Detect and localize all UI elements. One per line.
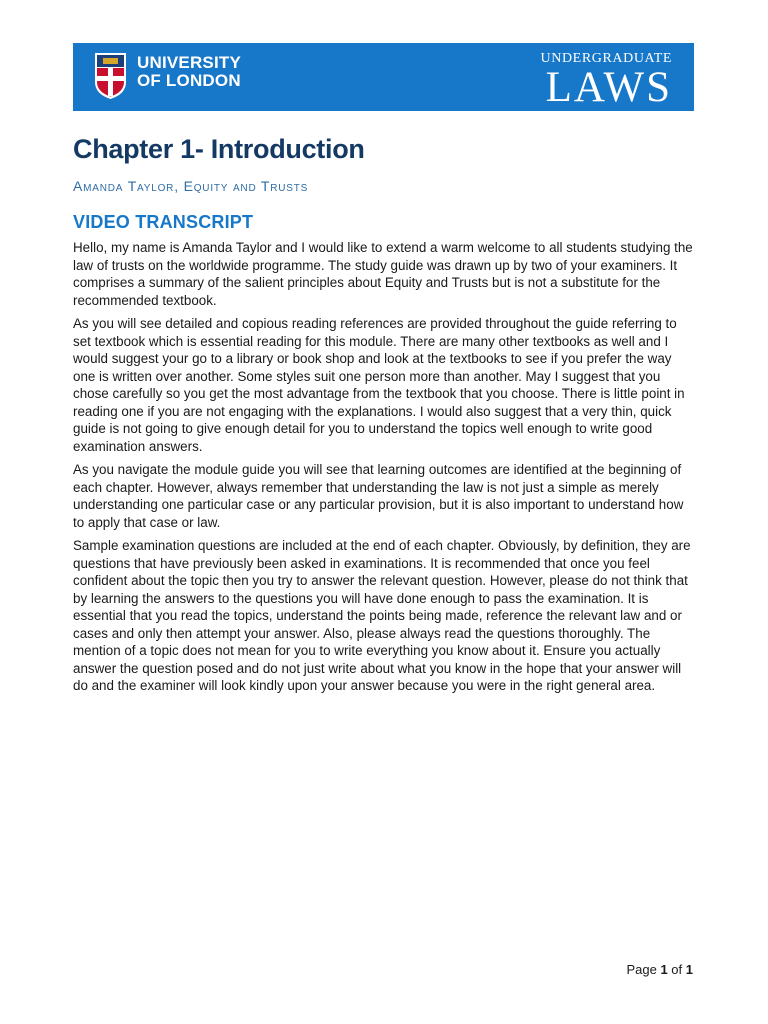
university-line-2: OF LONDON xyxy=(137,71,241,90)
program-title: LAWS xyxy=(545,64,672,111)
transcript-body xyxy=(73,239,695,701)
university-logo-text xyxy=(137,54,241,90)
author-line: Amanda Taylor, Equity and Trusts xyxy=(73,178,309,194)
header-banner xyxy=(73,43,694,111)
program-logo xyxy=(540,51,672,111)
of-word: of xyxy=(671,962,683,977)
paragraph: Sample examination questions are included at the end of each chapter. Obviously, by definition, they are questions that have previously been asked in examinations. It is recommended that once you feel confident about the topic then you try to answer the relevant question. However, please do not think that by learning the answers to the questions you will have done enough to pass the examination. It is essential that you read the topics, understand the points being made, reference the relevant law and or cases and only then attempt your answer. Also, please always read the questions thoroughly. The mention of a topic does not mean for you to write everything you know about it. Ensure you actually answer the question posed and do not just write about what you know in the hope that your answer will do and the examiner will look kindly upon your answer because you were in the right general area. xyxy=(73,538,691,693)
program-subtitle: UNDERGRADUATE xyxy=(540,51,672,66)
university-line-1: UNIVERSITY xyxy=(137,53,242,72)
page-number xyxy=(626,962,693,977)
chapter-title: Chapter 1- Introduction xyxy=(73,134,365,164)
page-word: Page xyxy=(626,962,657,977)
university-crest-icon xyxy=(94,52,127,100)
paragraph: As you will see detailed and copious reading references are provided throughout the guide referring to set textbook which is essential reading for this module. There are many other textbooks as well and I would suggest your go to a library or book shop and look at the textbooks to see if you prefer the way one is written over another. Some styles suit one person more than another. May I suggest that you chose carefully so you get the most advantage from the textbook that you choose. There is little point in reading one if you are not engaging with the explanations. I would also suggest that a very thin, quick guide is not going to give enough detail for you to understand the topics well enough to write good examination answers. xyxy=(73,316,685,454)
paragraph: As you navigate the module guide you will see that learning outcomes are identified at the beginning of each chapter. However, always remember that understanding the law is not just a simple as merely understanding one particular case or any particular provision, but it is also important to understand how to apply that case or law. xyxy=(73,462,684,530)
total-pages: 1 xyxy=(685,962,693,977)
section-heading: VIDEO TRANSCRIPT xyxy=(73,212,254,232)
current-page: 1 xyxy=(660,962,668,977)
paragraph: Hello, my name is Amanda Taylor and I would like to extend a warm welcome to all students studying the law of trusts on the worldwide programme. The study guide was drawn up by two of your examiners. It comprises a summary of the salient principles about Equity and Trusts but is not a substitute for the recommended textbook. xyxy=(73,240,693,308)
